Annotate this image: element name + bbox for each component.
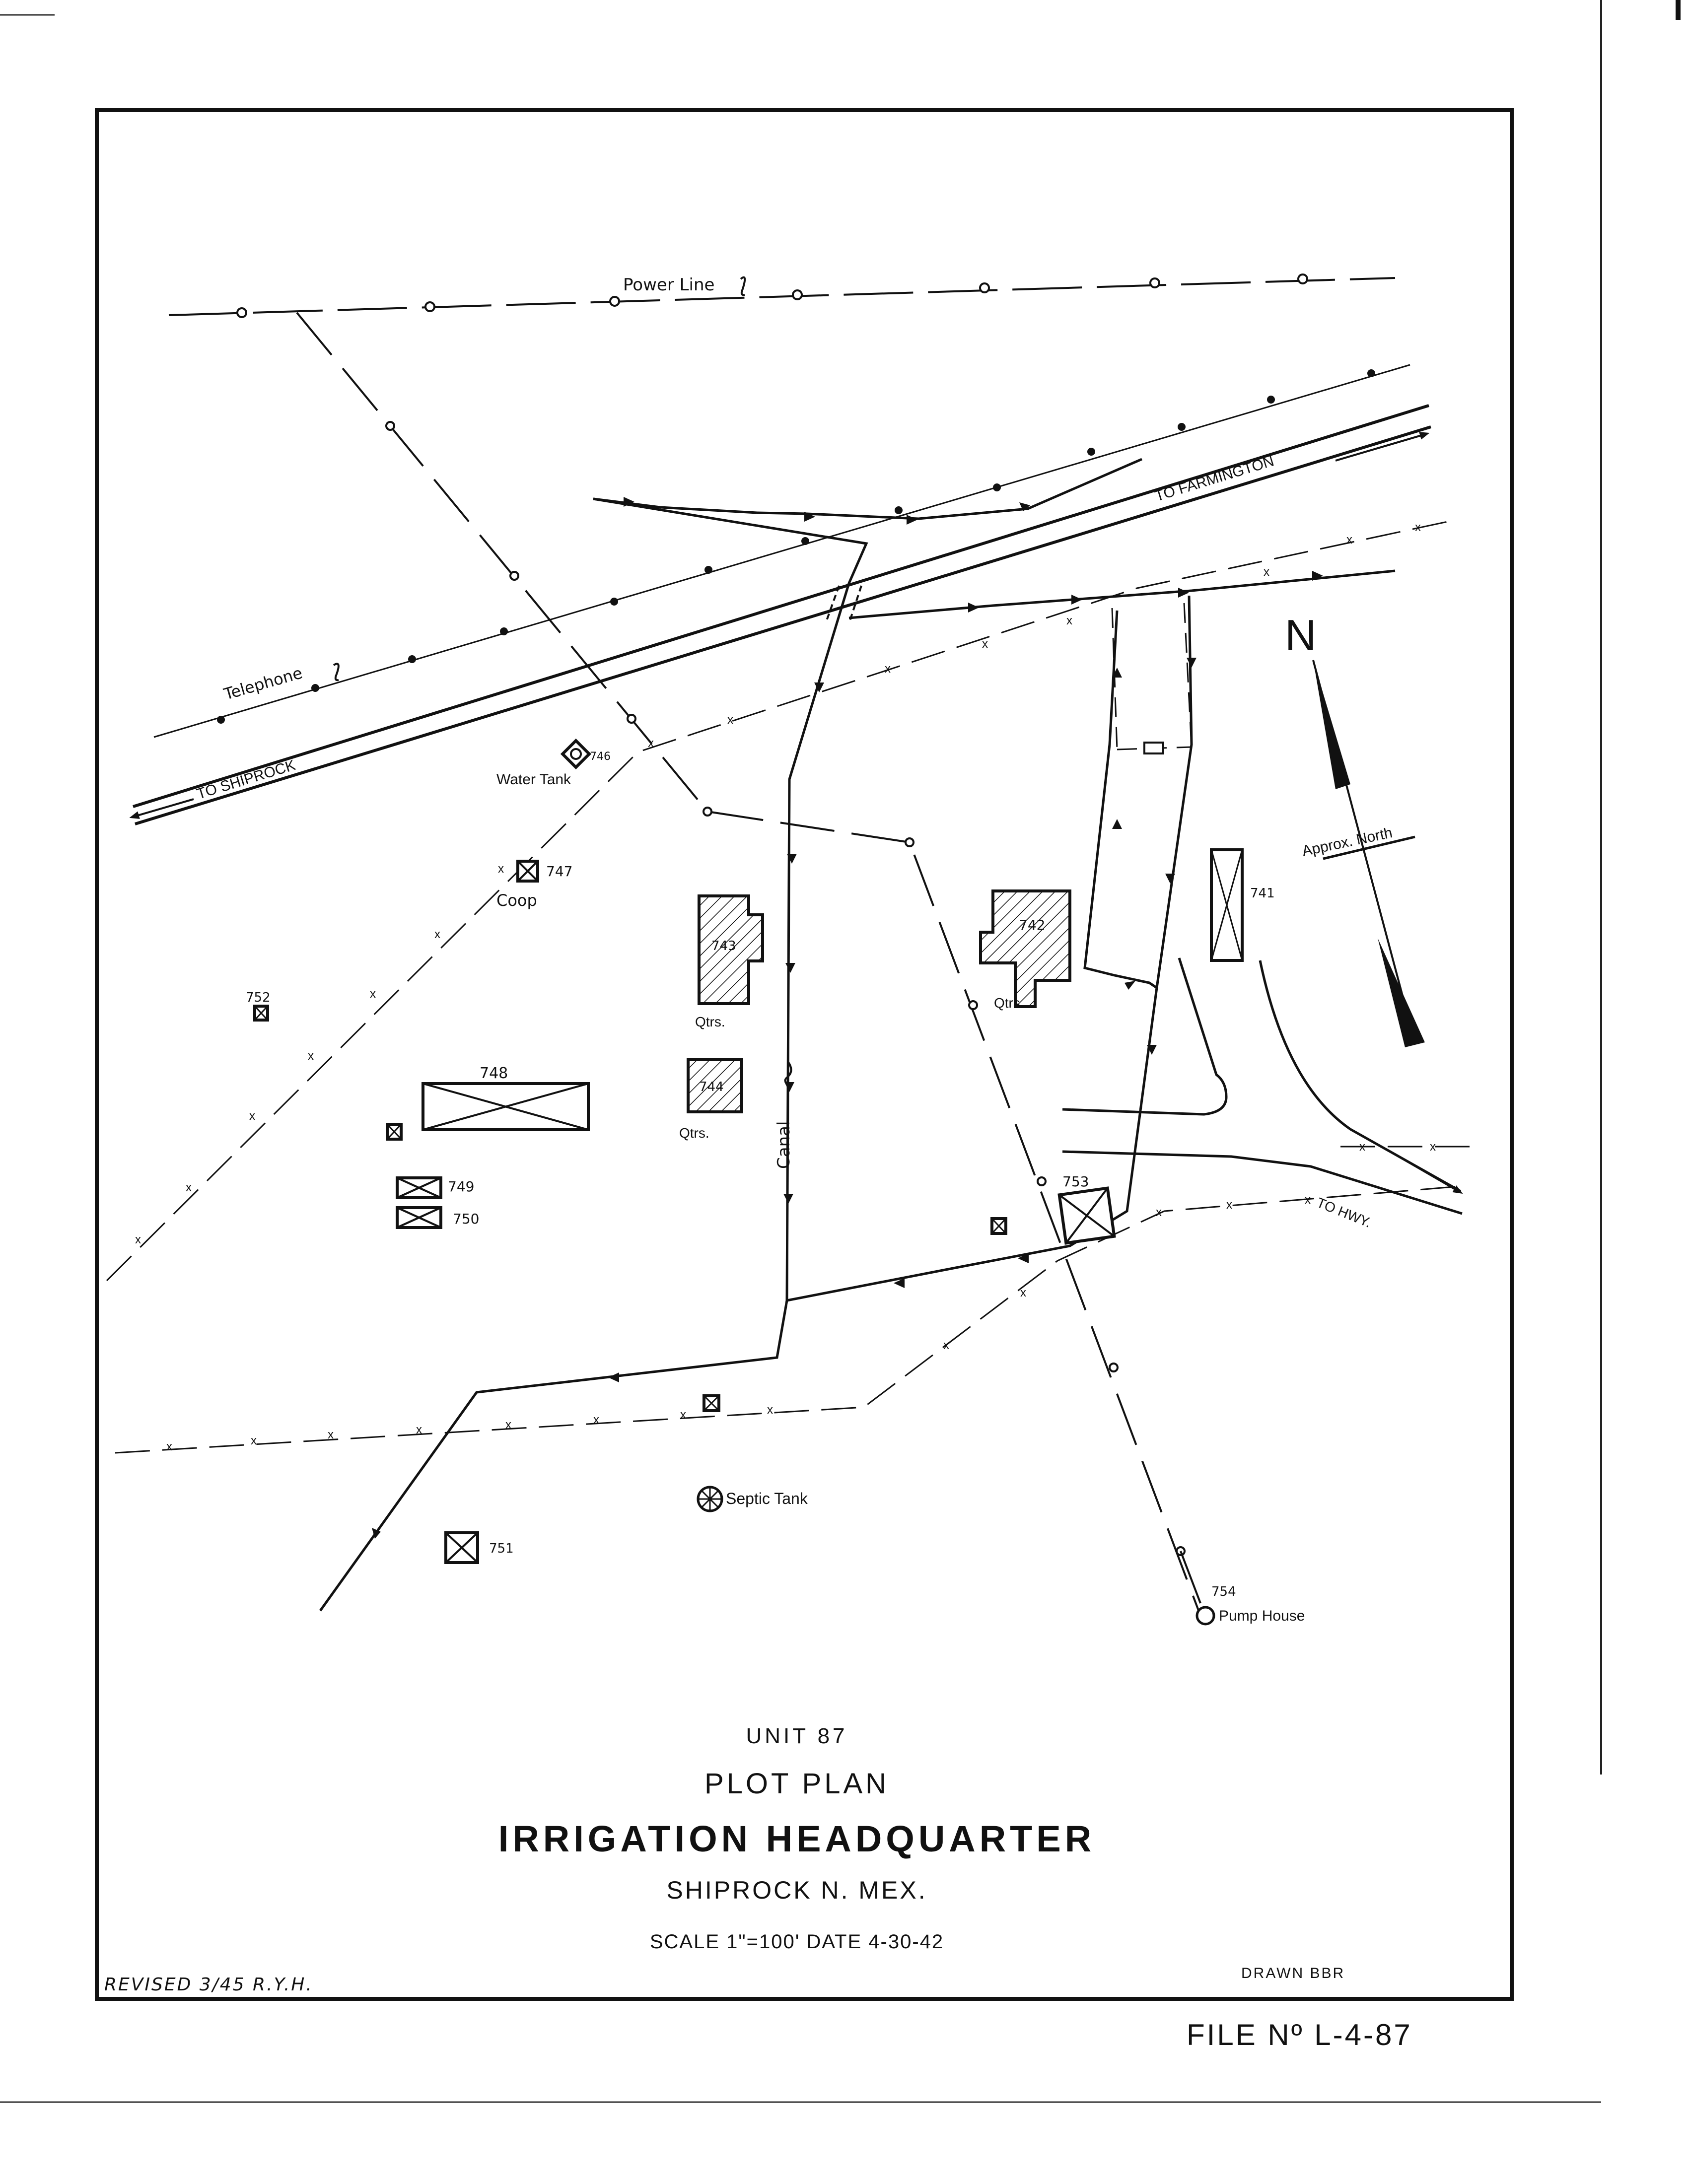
- power-line-leader: [741, 277, 745, 295]
- svg-text:750: 750: [453, 1211, 480, 1227]
- svg-text:x: x: [328, 1428, 334, 1441]
- svg-text:x: x: [1020, 1286, 1026, 1299]
- svg-text:x: x: [680, 1408, 686, 1422]
- drawing-title: IRRIGATION HEADQUARTER: [498, 1818, 1096, 1859]
- svg-text:x: x: [186, 1181, 192, 1194]
- septic-tank-icon: [698, 1487, 808, 1511]
- svg-text:742: 742: [1019, 917, 1046, 933]
- svg-text:x: x: [251, 1434, 257, 1447]
- building-752: [246, 990, 271, 1020]
- svg-text:Qtrs.: Qtrs.: [695, 1014, 725, 1029]
- svg-text:x: x: [767, 1403, 773, 1417]
- drawing-location: SHIPROCK N. MEX.: [666, 1876, 927, 1904]
- building-746-water-tank: [496, 741, 611, 788]
- svg-text:748: 748: [480, 1065, 508, 1082]
- building-742: [981, 891, 1070, 1011]
- svg-text:x: x: [1156, 1206, 1162, 1219]
- svg-text:x: x: [434, 928, 440, 941]
- svg-text:x: x: [416, 1423, 422, 1436]
- svg-text:752: 752: [246, 990, 271, 1005]
- svg-text:x: x: [135, 1233, 141, 1246]
- svg-text:Qtrs.: Qtrs.: [679, 1125, 709, 1141]
- svg-text:x: x: [1359, 1140, 1365, 1154]
- building-751: [446, 1533, 514, 1563]
- svg-text:x: x: [593, 1413, 599, 1427]
- svg-text:746: 746: [590, 751, 611, 763]
- svg-text:Pump House: Pump House: [1219, 1608, 1305, 1624]
- building-744: [679, 1060, 742, 1141]
- svg-text:x: x: [308, 1049, 314, 1063]
- svg-text:x: x: [1346, 533, 1352, 546]
- svg-text:Qtrs.: Qtrs.: [994, 995, 1024, 1011]
- svg-text:x: x: [1430, 1140, 1436, 1154]
- svg-text:Septic Tank: Septic Tank: [726, 1490, 808, 1507]
- to-hwy-label: TO HWY.: [1314, 1194, 1374, 1230]
- building-750: [397, 1208, 479, 1228]
- svg-text:x: x: [505, 1418, 511, 1432]
- telephone-line: [154, 365, 1410, 737]
- unit-number: UNIT 87: [746, 1724, 848, 1748]
- svg-text:x: x: [370, 987, 376, 1001]
- building-747-coop: [496, 861, 572, 910]
- svg-text:x: x: [648, 737, 654, 750]
- svg-text:754: 754: [1211, 1584, 1236, 1599]
- north-label: N: [1285, 611, 1317, 660]
- building-749: [397, 1178, 474, 1198]
- revision-note: REVISED 3/45 R.Y.H.: [104, 1975, 313, 1995]
- svg-text:x: x: [727, 713, 733, 727]
- drawn-by: DRAWN BBR: [1241, 1965, 1345, 1981]
- small-structure: [704, 1396, 719, 1411]
- to-farmington-label: TO FARMINGTON: [1153, 453, 1276, 505]
- building-748: [423, 1065, 588, 1130]
- svg-text:x: x: [1305, 1193, 1311, 1207]
- power-line: [169, 274, 1395, 317]
- svg-text:Coop: Coop: [496, 891, 537, 910]
- building-754-pump-house: [1181, 1551, 1305, 1624]
- svg-text:744: 744: [699, 1080, 724, 1094]
- svg-text:Water Tank: Water Tank: [496, 771, 571, 788]
- svg-text:751: 751: [489, 1541, 514, 1556]
- svg-text:x: x: [885, 662, 891, 676]
- file-number: FILE Nº L-4-87: [1187, 2018, 1412, 2051]
- canal-label: Canal: [774, 1121, 794, 1169]
- power-line-label: Power Line: [623, 275, 715, 295]
- drawing-subtitle: PLOT PLAN: [704, 1768, 890, 1800]
- building-753: [1059, 1173, 1115, 1243]
- canal-flow-arrows: [372, 497, 1323, 1539]
- fence-line: [107, 521, 1475, 1453]
- svg-text:x: x: [498, 862, 504, 876]
- svg-text:749: 749: [448, 1178, 475, 1195]
- canal-ditches: [320, 459, 1395, 1611]
- svg-text:x: x: [1264, 565, 1269, 579]
- telephone-leader: [334, 664, 339, 680]
- approx-north-label: Approx. North: [1300, 824, 1394, 860]
- to-farmington-arrow: [1336, 434, 1425, 461]
- svg-text:x: x: [943, 1339, 949, 1352]
- svg-text:753: 753: [1062, 1173, 1089, 1190]
- svg-text:x: x: [1415, 521, 1421, 534]
- small-structure: [387, 1124, 401, 1139]
- svg-text:x: x: [1226, 1198, 1232, 1212]
- scale-and-date: SCALE 1"=100' DATE 4-30-42: [649, 1931, 944, 1953]
- building-743: [695, 896, 763, 1029]
- to-hwy-arrow: [1390, 1152, 1459, 1191]
- svg-text:747: 747: [546, 863, 573, 880]
- building-741: [1211, 850, 1275, 960]
- small-structure: [992, 1219, 1006, 1233]
- svg-text:x: x: [1066, 614, 1072, 627]
- telephone-label: Telephone: [221, 663, 305, 704]
- svg-text:x: x: [166, 1440, 172, 1453]
- svg-text:743: 743: [711, 939, 736, 954]
- svg-text:x: x: [249, 1109, 255, 1123]
- to-shiprock-label: TO SHIPROCK: [195, 756, 298, 803]
- svg-text:x: x: [982, 637, 988, 651]
- svg-text:741: 741: [1250, 886, 1275, 901]
- title-block: [104, 1724, 1345, 1995]
